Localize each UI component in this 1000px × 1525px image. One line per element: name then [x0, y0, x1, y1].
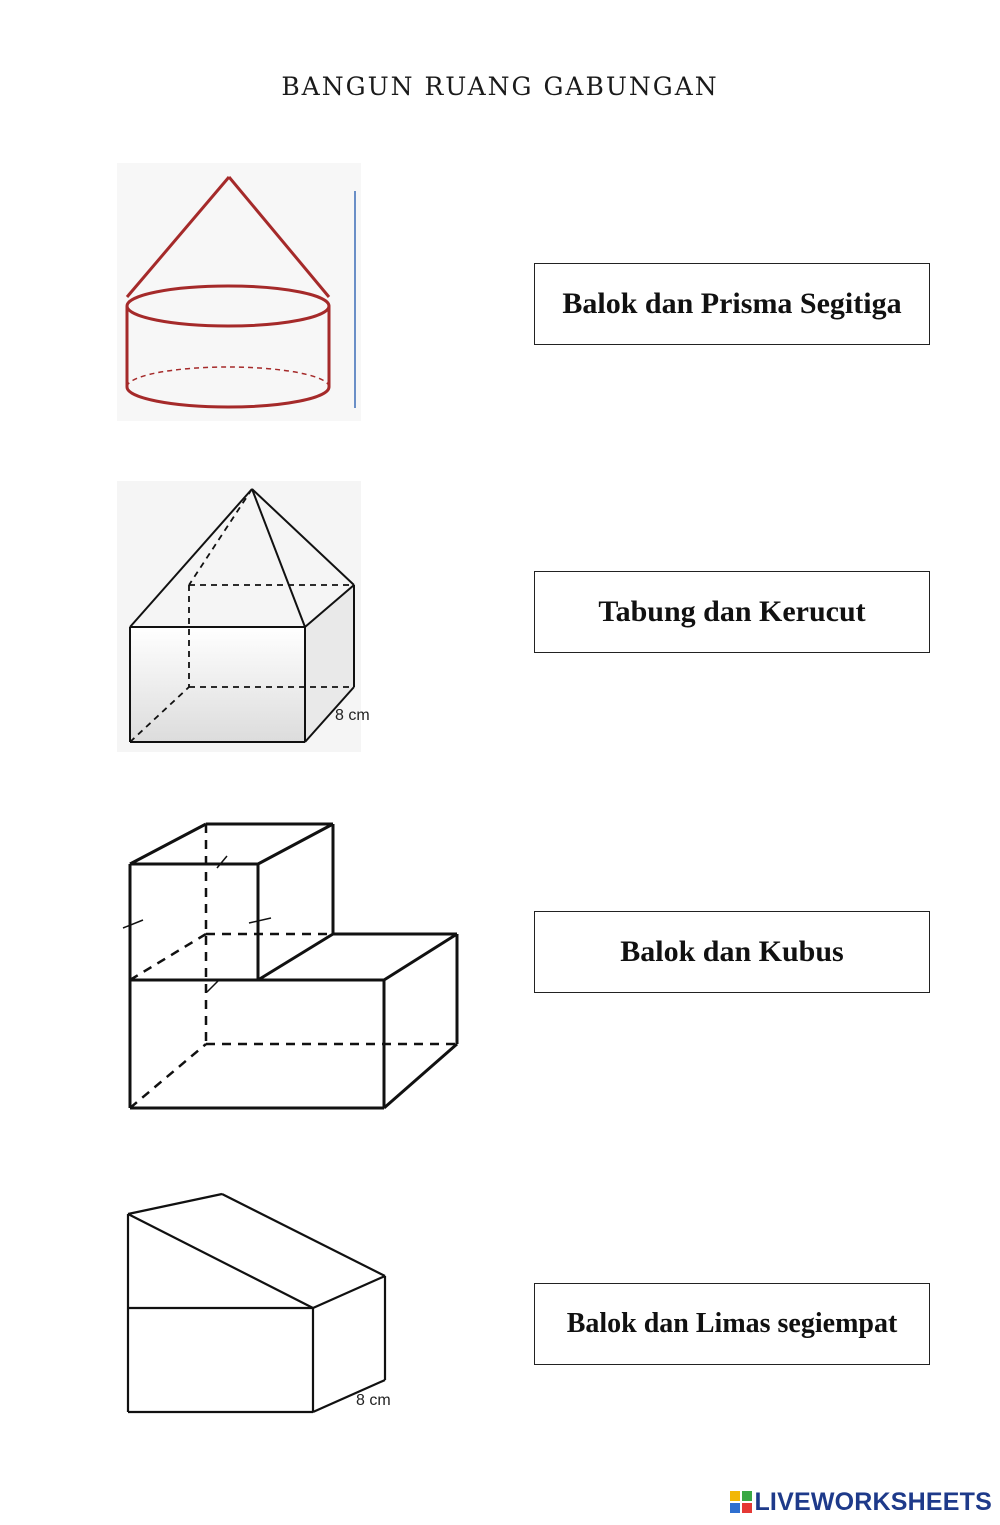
answer-option-2[interactable]: Tabung dan Kerucut	[534, 571, 930, 653]
liveworksheets-logo	[730, 1485, 992, 1519]
answer-option-3[interactable]: Balok dan Kubus	[534, 911, 930, 993]
brand-text: LIVEWORKSHEETS	[754, 1487, 992, 1516]
page-title: BANGUN RUANG GABUNGAN	[281, 72, 719, 101]
measure-label: 8 cm	[335, 707, 370, 724]
figure-cuboid-cube	[115, 820, 480, 1130]
figure-cylinder-cone	[117, 163, 361, 421]
answer-option-1[interactable]: Balok dan Prisma Segitiga	[534, 263, 930, 345]
figure-cuboid-pyramid	[117, 481, 370, 752]
liveworksheets-icon	[730, 1491, 752, 1513]
answer-option-4[interactable]: Balok dan Limas segiempat	[534, 1283, 930, 1365]
figure-cuboid-prism	[118, 1190, 408, 1420]
measure-label: 8 cm	[356, 1392, 391, 1409]
